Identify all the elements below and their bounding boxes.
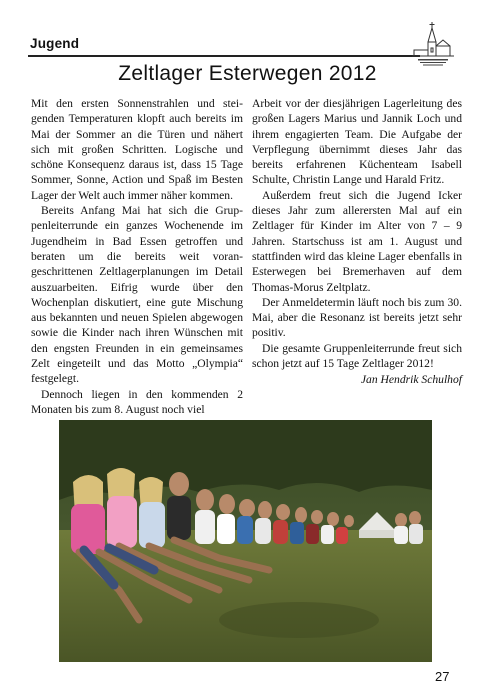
header-rule: [28, 55, 420, 57]
article-column-right: [252, 96, 462, 388]
church-logo-icon: [410, 20, 456, 68]
article-title: Zeltlager Esterwegen 2012: [118, 62, 377, 85]
group-photo: [59, 420, 432, 662]
paragraph: Mit den ersten Sonnenstrahlen und steigenden Temperaturen klopft auch bereits im Mai der Sommer an die Türen und nähert sich mit großen Schritten. Logische und schöne Konsequenz daraus ist, dass 15 Tage Sommer, Sonne, Action und Spaß im Besten Lager der Welt auch immer näher kommen.: [31, 97, 243, 202]
paragraph: Die gesamte Gruppenleiterrunde freut sich schon jetzt auf 15 Tage Zeltlager 2012!: [252, 341, 462, 371]
paragraph: Außerdem freut sich die Jugend Icker dieses Jahr zum allerersten Mal auf ein Zeltlager für Kinder im Alter von 7 – 9 Jahren. Startschuss ist am 1. August und stattfinden wird das kleine Lager ebenfalls in Esterwegen bei Bremerhaven auf dem Thomas-Morus Zeltplatz.: [252, 188, 462, 294]
article-column-left: [31, 96, 243, 417]
paragraph: Dennoch liegen in den kommenden 2 Monaten bis zum 8. August noch viel: [31, 387, 243, 416]
page-number: 27: [435, 669, 450, 684]
author-signature: Jan Hendrik Schulhof: [360, 373, 462, 387]
section-label: Jugend: [30, 36, 80, 51]
paragraph: Arbeit vor der diesjährigen Lagerleitung des großen Lagers Marius und Jannik Loch und ihrem engagierten Team. Die Aufgabe der Verpflegung übernimmt dieses Jahr das bereits erfahrenen Küchenteam Isabell Schulte, Christin Lange und Harald Fritz.: [252, 97, 462, 187]
paragraph: Bereits Anfang Mai hat sich die Gruppenleiterrunde ein ganzes Wochenende im Jugendheim in Bad Essen getroffen und beraten um die bereits weit vorangeschrittenen Zeltlagerplanungen im Detail auszuarbeiten. Eifrig wurde über den Wochenplan diskutiert, eine gute Mischung aus bekannten und neuen Spielen abgewogen sowie die Kinder nach ihren Wünschen mit den engsten Freunden in ein gemeinsames Zelt eingeteilt und das Motto „Olympia“ festgelegt.: [31, 204, 243, 386]
group-photo-illustration: [59, 420, 432, 662]
paragraph: Der Anmeldetermin läuft noch bis zum 30. Mai, aber die Resonanz ist bereits jetzt sehr positiv.: [252, 295, 462, 340]
